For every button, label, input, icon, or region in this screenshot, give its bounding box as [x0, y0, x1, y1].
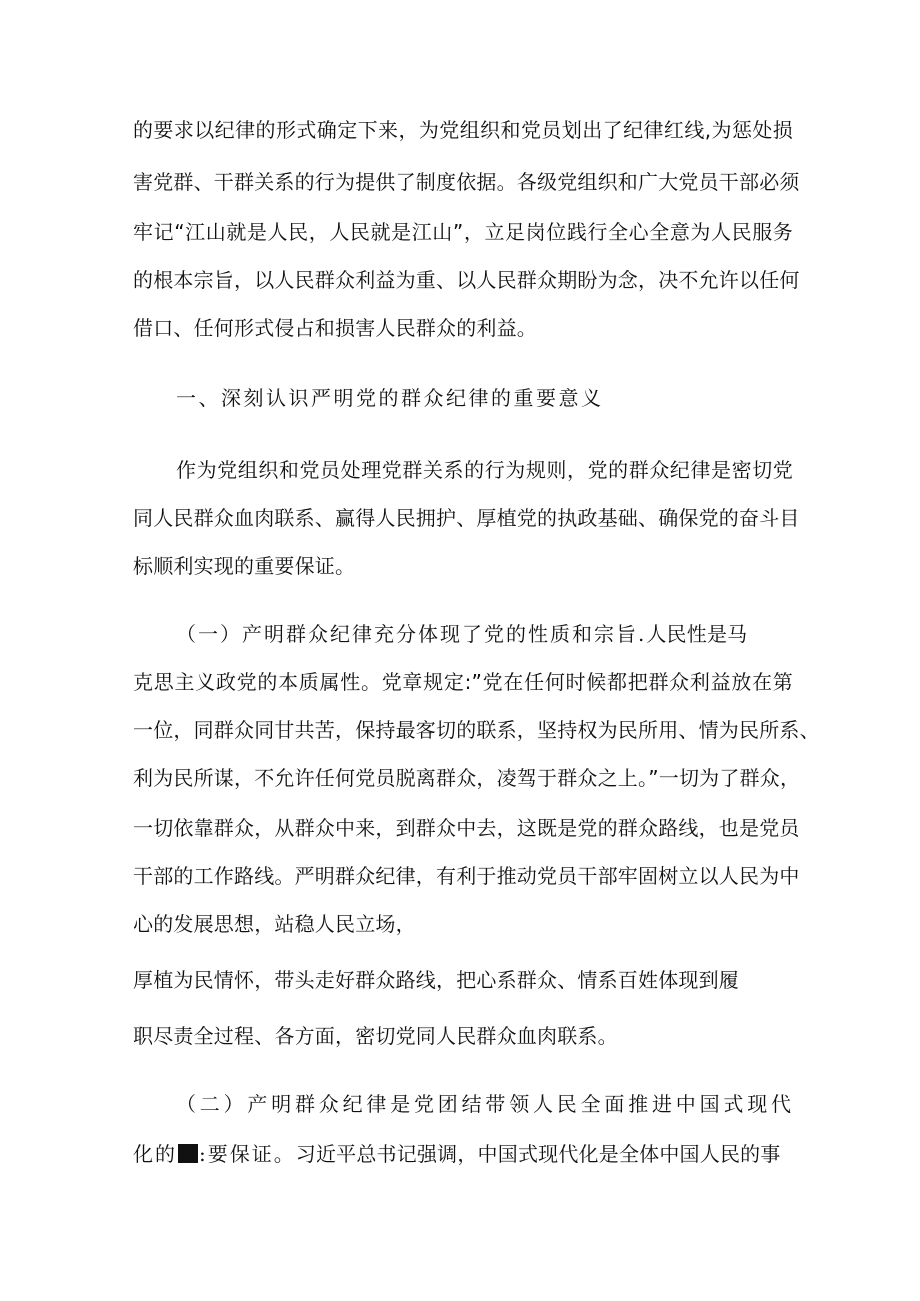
subheading-2-line-1: （二）产明群众纪律是党团结带领人民全面推进中国式现代 — [176, 1092, 793, 1116]
paragraph-4-line-2-rest: 习近平总书记强调，中国式现代化是全体中国人民的事 — [295, 1142, 781, 1166]
paragraph-4-line-2 — [133, 1140, 793, 1168]
paragraph-3-line-9: 职尽责全过程、各方面，密切党同人民群众血肉联系。 — [133, 1024, 618, 1048]
paragraph-3-line-1-rest: 人民性是马 — [646, 622, 748, 646]
paragraph-3-line-5: 一切依靠群众，从群众中来，到群众中去，这既是党的群众路线，也是党员 — [133, 816, 800, 840]
paragraph-2-line-1: 作为党组织和党员处理党群关系的行为规则，党的群众纪律是密切党 — [176, 458, 793, 482]
subheading-2-part-a: 化的 — [133, 1142, 177, 1166]
subheading-2-part-b: :要保证。 — [199, 1142, 296, 1166]
paragraph-3-line-2: 克思主义政党的本质属性。党章规定:”党在任何时候都把群众利益放在第 — [133, 670, 793, 694]
ink-blot-mark — [178, 1144, 198, 1163]
paragraph-1-line-3: 牢记“江山就是人民，人民就是江山”，立足岗位践行全心全意为人民服务 — [133, 220, 793, 244]
paragraph-3-line-8: 厚植为民情怀，带头走好群众路线，把心系群众、情系百姓体现到履 — [133, 968, 739, 992]
paragraph-3-line-6: 干部的工作路线。严明群众纪律，有利于推动党员干部牢固树立以人民为中 — [133, 864, 800, 888]
paragraph-3-line-7: 心的发展思想，站稳人民立场， — [133, 912, 416, 936]
paragraph-2-line-3: 标顺利实现的重要保证。 — [133, 554, 356, 578]
paragraph-3-line-1 — [176, 620, 793, 648]
paragraph-1-line-1: 的要求以纪律的形式确定下来，为党组织和党员划出了纪律红线,为惩处损 — [133, 118, 793, 142]
paragraph-2-line-2: 同人民群众血肉联系、赢得人民拥护、厚植党的执政基础、确保党的奋斗目 — [133, 506, 800, 530]
paragraph-1-line-5: 借口、任何形式侵占和损害人民群众的利益。 — [133, 316, 537, 340]
paragraph-1-line-2: 害党群、干群关系的行为提供了制度依据。各级党组织和广大党员干部必须 — [133, 170, 800, 194]
paragraph-3-line-4: 利为民所谋，不允许任何党员脱离群众，凌驾于群众之上。”一切为了群众， — [133, 766, 801, 790]
paragraph-1-line-4: 的根本宗旨，以人民群众利益为重、以人民群众期盼为念，决不允许以任何 — [133, 268, 800, 292]
subheading-1: （一）产明群众纪律充分体现了党的性质和宗旨. — [176, 622, 647, 646]
section-heading-1: 一、深刻认识严明党的群众纪律的重要意义 — [176, 386, 604, 410]
paragraph-3-line-3: 一位，同群众同甘共苦，保持最客切的联系，坚持权为民所用、情为民所系、 — [133, 718, 820, 742]
